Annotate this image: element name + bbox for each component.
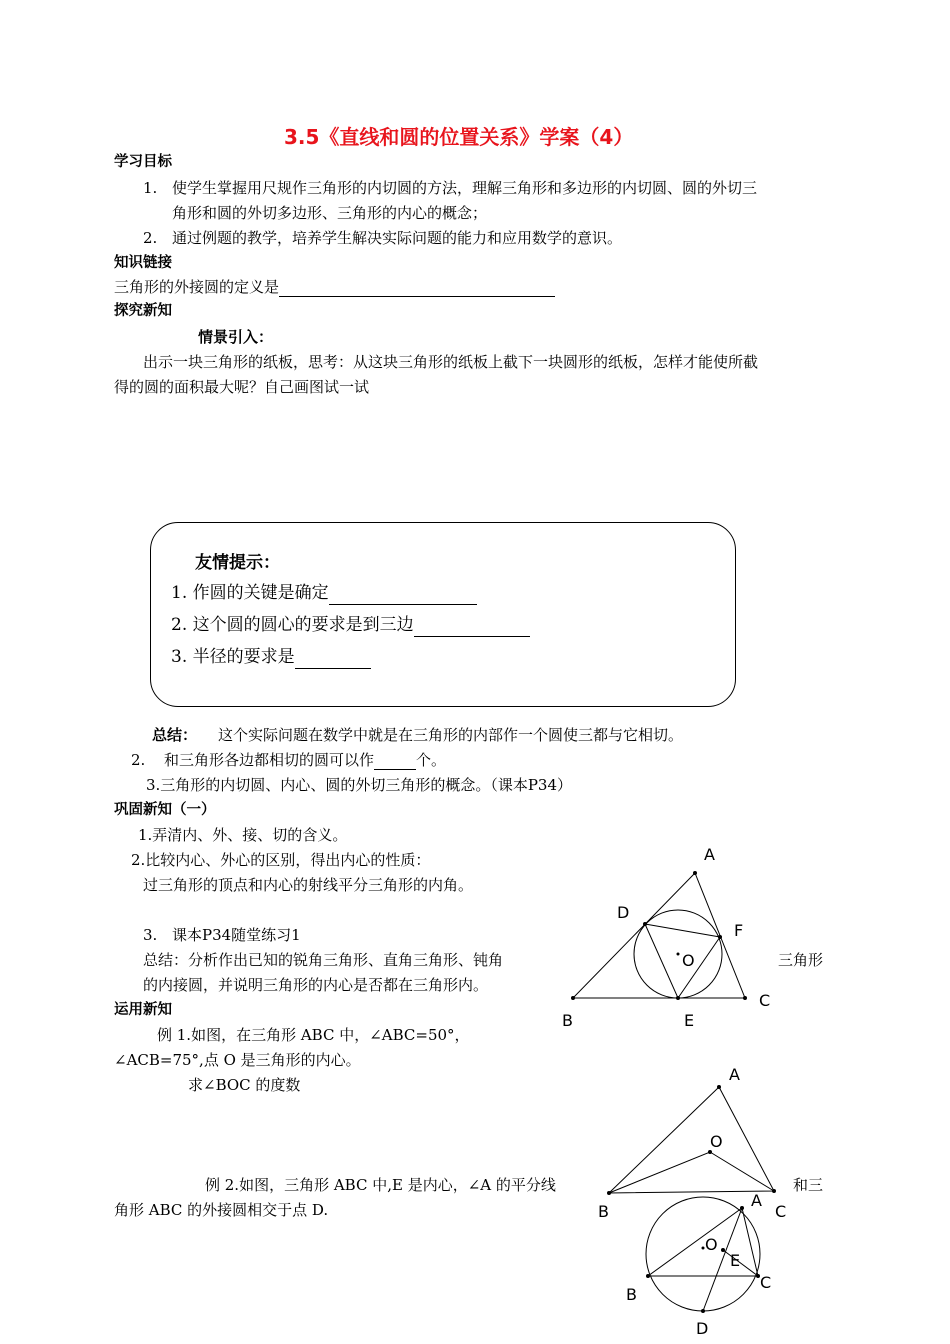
fig2-label-b: B	[598, 1202, 609, 1221]
tip-2-text: 2. 这个圆的圆心的要求是到三边	[171, 615, 414, 635]
summary-item2-number: 2.	[131, 751, 146, 769]
fig1-label-a: A	[704, 845, 715, 864]
tip-2-blank	[414, 615, 530, 637]
consolidate-item2-detail: 过三角形的顶点和内心的射线平分三角形的内角。	[143, 876, 474, 894]
consolidate-summary-line2: 的内接圆，并说明三角形的内心是否都在三角形内。	[143, 976, 489, 994]
fig3-label-o: O	[705, 1235, 718, 1254]
knowledge-heading: 知识链接	[114, 255, 172, 271]
page-title: 3.5《直线和圆的位置关系》学案（4）	[284, 125, 634, 149]
summary-item2-blank	[374, 751, 416, 770]
fig3-label-e: E	[730, 1251, 741, 1270]
fig1-label-b: B	[562, 1011, 573, 1030]
fig1-label-o: O	[682, 951, 695, 970]
fig2-label-a: A	[729, 1065, 740, 1084]
consolidate-item3-number: 3.	[143, 926, 158, 944]
apply-heading: 运用新知	[114, 1002, 172, 1018]
fig3-label-c: C	[760, 1273, 772, 1292]
fig3-triangle-abc	[648, 1208, 758, 1276]
consolidate-item2: 2.比较内心、外心的区别，得出内心的性质：	[131, 851, 431, 869]
intro-label: 情景引入：	[198, 328, 274, 346]
knowledge-question	[114, 277, 555, 297]
summary-item2-after: 个。	[416, 751, 447, 769]
example2-line1: 例 2.如图，三角形 ABC 中,E 是内心，∠A 的平分线	[205, 1176, 556, 1194]
tip-3	[171, 645, 371, 669]
fig1-label-c: C	[759, 991, 771, 1010]
fig3-label-b: B	[626, 1285, 637, 1304]
example1-line1: 例 1.如图，在三角形 ABC 中，∠ABC=50°，	[157, 1026, 470, 1044]
intro-line1: 出示一块三角形的纸板，思考：从这块三角形的纸板上截下一块圆形的纸板，怎样才能使所截	[143, 353, 759, 371]
consolidate-summary-line1: 总结：分析作出已知的锐角三角形、直角三角形、钝角	[143, 951, 504, 969]
objective-1-number: 1.	[143, 179, 158, 197]
consolidate-item3-text: 课本P34随堂练习1	[172, 926, 301, 944]
fig3-label-a: A	[751, 1191, 762, 1210]
tip-2	[171, 613, 530, 637]
fig3-circumcircle	[646, 1197, 760, 1311]
summary-item2	[164, 750, 446, 770]
tips-heading: 友情提示：	[195, 553, 280, 573]
tip-1	[171, 581, 477, 605]
example1-line2: ∠ACB=75°,点 O 是三角形的内心。	[114, 1051, 361, 1069]
objective-1-line1: 使学生掌握用尺规作三角形的内切圆的方法，理解三角形和多边形的内切圆、圆的外切三	[172, 179, 758, 197]
consolidate-summary-line1-end: 三角形	[778, 951, 824, 969]
fig3-label-d: D	[696, 1319, 709, 1338]
tip-1-text: 1. 作圆的关键是确定	[171, 583, 329, 603]
fig2-triangle-abc	[609, 1087, 774, 1193]
tip-3-text: 3. 半径的要求是	[171, 647, 295, 667]
summary-label: 总结：	[152, 726, 198, 744]
knowledge-answer-blank	[279, 278, 555, 297]
fig2-incenter-lines	[609, 1152, 774, 1193]
fig2-label-o: O	[710, 1132, 723, 1151]
consolidate-heading: 巩固新知（一）	[114, 802, 216, 818]
tips-box	[150, 522, 736, 707]
objective-1-line2: 角形和圆的外切多边形、三角形的内心的概念；	[172, 204, 488, 222]
intro-line2: 得的圆的面积最大呢？自己画图试一试	[114, 378, 370, 396]
example2-line1-end: 和三	[793, 1176, 824, 1194]
knowledge-text: 三角形的外接圆的定义是	[114, 278, 280, 296]
tip-3-blank	[295, 647, 371, 669]
summary-text: 这个实际问题在数学中就是在三角形的内部作一个圆使三都与它相切。	[218, 726, 684, 744]
example2-line2: 角形 ABC 的外接圆相交于点 D.	[114, 1201, 329, 1219]
tip-1-blank	[329, 583, 477, 605]
summary-item2-before: 和三角形各边都相切的圆可以作	[164, 751, 375, 769]
fig1-label-f: F	[734, 921, 744, 940]
summary-item3: 3.三角形的内切圆、内心、圆的外切三角形的概念。（课本P34）	[146, 776, 572, 794]
consolidate-item1: 1.弄清内、外、接、切的含义。	[138, 826, 348, 844]
objective-2-text: 通过例题的教学，培养学生解决实际问题的能力和应用数学的意识。	[172, 229, 623, 247]
explore-heading: 探究新知	[114, 303, 172, 319]
fig1-label-e: E	[684, 1011, 695, 1030]
figure-circumcircle	[615, 1188, 795, 1340]
fig2-label-c: C	[775, 1202, 787, 1221]
fig1-label-d: D	[617, 903, 630, 922]
objective-2-number: 2.	[143, 229, 158, 247]
example1-line3: 求∠BOC 的度数	[188, 1076, 301, 1094]
objectives-heading: 学习目标	[114, 154, 172, 170]
figure-incircle	[550, 840, 790, 1035]
